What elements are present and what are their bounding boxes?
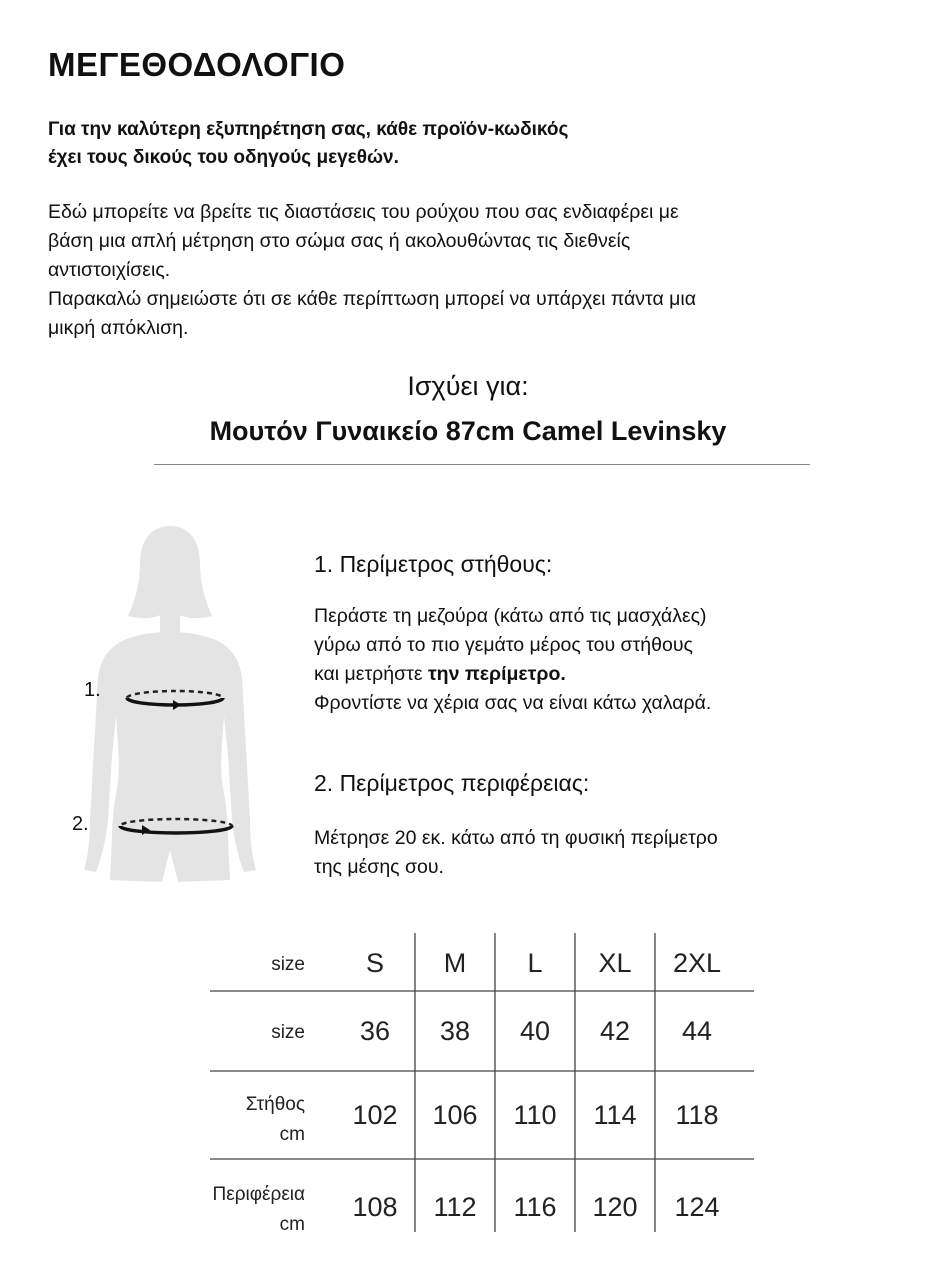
hips-heading: 2. Περίμετρος περιφέρειας: [314, 770, 590, 796]
desc-line: Εδώ μπορείτε να βρείτε τις διαστάσεις του ρούχου που σας ενδιαφέρει με [48, 201, 679, 223]
table-cell: 2XL [672, 948, 722, 978]
lead-line: έχει τους δικούς του οδηγούς μεγεθών. [48, 147, 399, 168]
row-label-line: Περιφέρεια [212, 1184, 305, 1205]
chest-line-emphasis: την περίμετρο. [427, 663, 566, 685]
marker-chest: 1. [84, 679, 101, 701]
row-label [150, 950, 305, 980]
hips-line: Μέτρησε 20 εκ. κάτω από τη φυσική περίμετρο [314, 827, 718, 849]
row-label [150, 1018, 305, 1048]
desc-line: μικρή απόκλιση. [48, 317, 189, 339]
row-label-line: size [271, 954, 305, 975]
desc-line: Παρακαλώ σημειώστε ότι σε κάθε περίπτωση μπορεί να υπάρχει πάντα μια [48, 288, 696, 310]
product-name: Μουτόν Γυναικείο 87cm Camel Levinsky [209, 416, 727, 446]
chest-line: γύρω από το πιο γεμάτο μέρος του στήθους [314, 634, 693, 656]
row-label [150, 1090, 305, 1150]
table-cell: S [365, 948, 384, 978]
desc-line: αντιστοιχίσεις. [48, 259, 171, 281]
applies-label: Ισχύει για: [407, 371, 529, 401]
lead-line: Για την καλύτερη εξυπηρέτηση σας, κάθε προϊόν-κωδικός [48, 119, 569, 140]
table-cell: XL [598, 948, 632, 978]
table-cell: 40 [519, 1016, 551, 1046]
table-cell: 108 [352, 1192, 398, 1222]
row-label-line: size [271, 1022, 305, 1043]
row-label-line: Στήθος [245, 1094, 305, 1115]
table-cell: 44 [681, 1016, 713, 1046]
table-cell: 110 [513, 1100, 557, 1130]
table-cell: L [527, 948, 543, 978]
row-label-line: cm [279, 1124, 305, 1145]
table-cell: 102 [352, 1100, 398, 1130]
row-label-line: cm [279, 1214, 305, 1235]
desc-line: βάση μια απλή μέτρηση στο σώμα σας ή ακολουθώντας τις διεθνείς [48, 230, 631, 252]
page-title: ΜΕΓΕΘΟΔΟΛΟΓΙΟ [48, 46, 346, 83]
chest-line-text: και μετρήστε [314, 663, 428, 685]
table-cell: M [443, 948, 467, 978]
table-cell: 106 [432, 1100, 478, 1130]
table-cell: 114 [593, 1100, 637, 1130]
table-cell: 112 [433, 1192, 477, 1222]
row-label [150, 1180, 305, 1240]
table-cell: 120 [592, 1192, 638, 1222]
hips-line: της μέσης σου. [314, 856, 444, 878]
chest-line: Φροντίστε να χέρια σας να είναι κάτω χαλαρά. [314, 692, 712, 714]
table-cell: 124 [674, 1192, 720, 1222]
table-cell: 118 [675, 1100, 719, 1130]
marker-hips: 2. [72, 813, 89, 835]
chest-heading: 1. Περίμετρος στήθους: [314, 551, 553, 577]
chest-line: Περάστε τη μεζούρα (κάτω από τις μασχάλες) [314, 605, 707, 627]
table-cell: 36 [359, 1016, 391, 1046]
table-cell: 42 [599, 1016, 631, 1046]
table-cell: 38 [439, 1016, 471, 1046]
table-cell: 116 [513, 1192, 557, 1222]
